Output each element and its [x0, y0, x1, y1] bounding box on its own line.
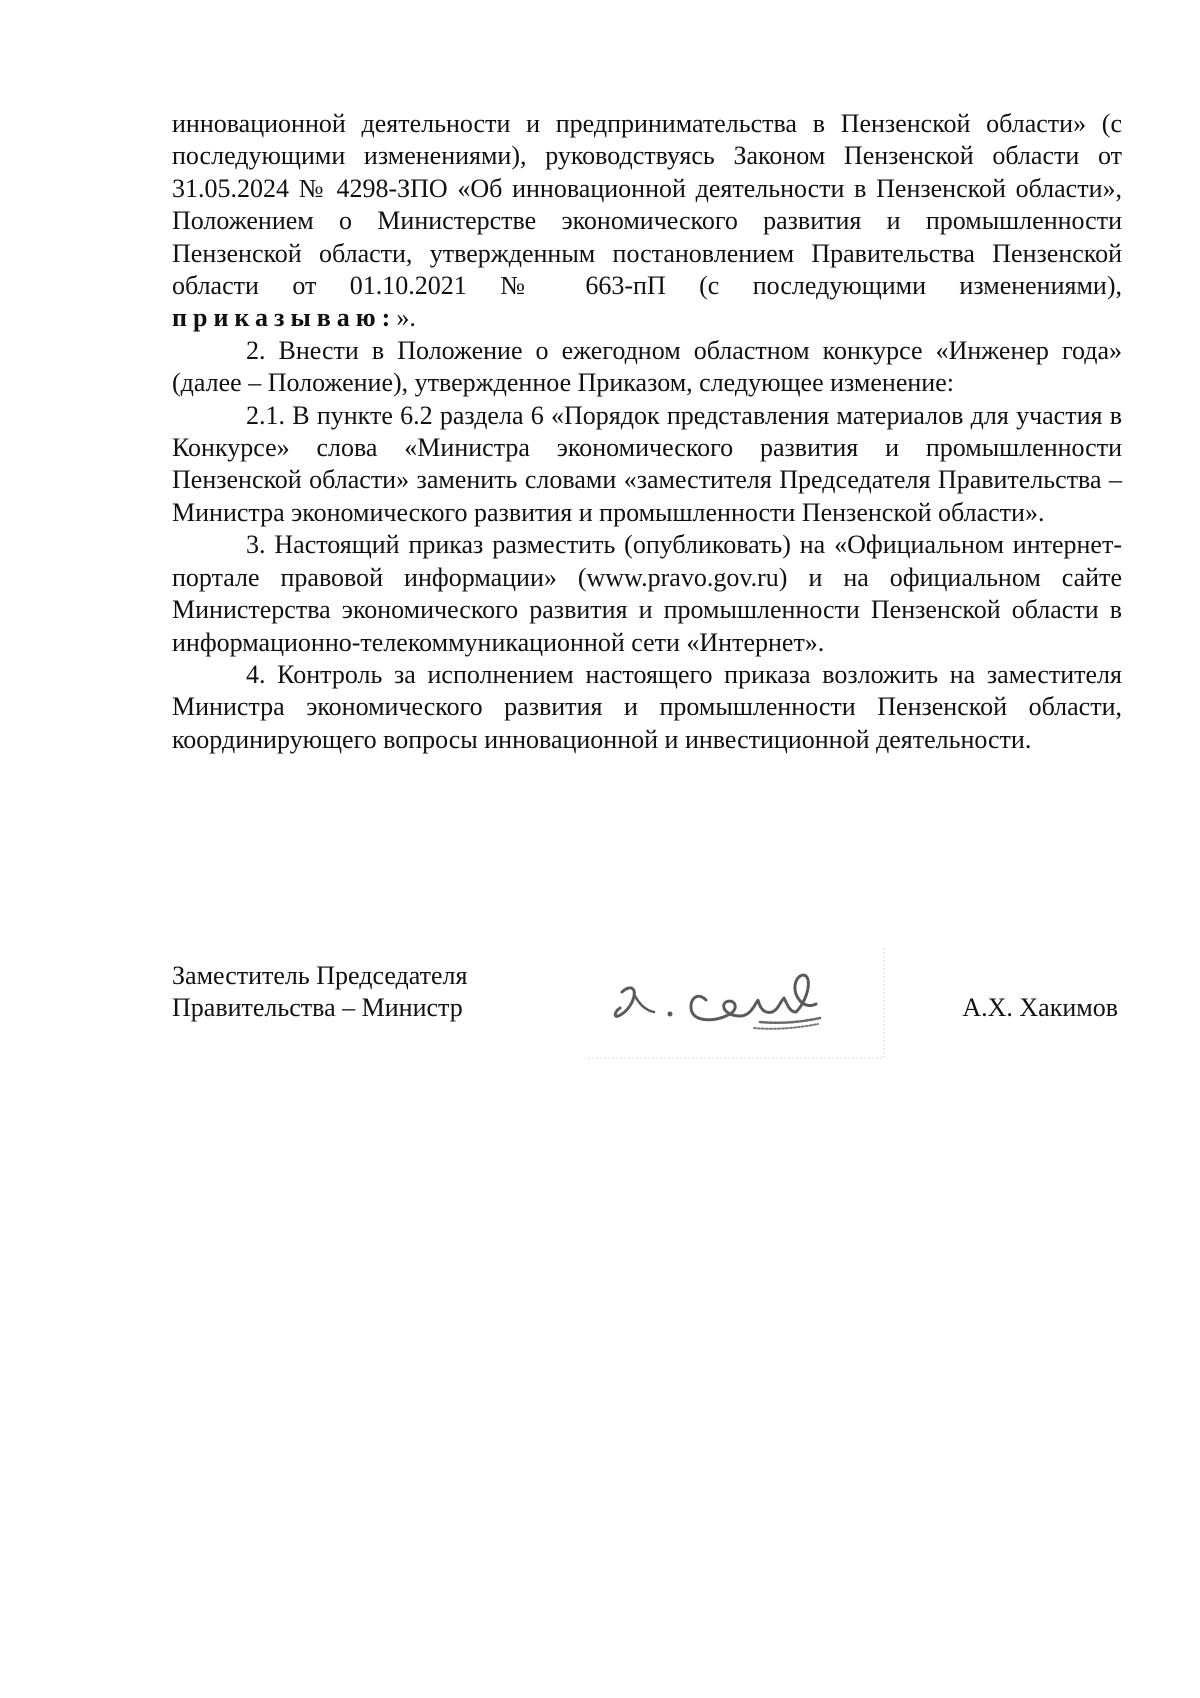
signature-block	[172, 960, 1122, 1080]
paragraph-continuation	[172, 108, 1122, 335]
signer-name: А.Х. Хакимов	[962, 993, 1118, 1022]
signer-position-line-1: Заместитель Председателя	[172, 961, 468, 990]
paragraph-1-text: инновационной деятельности и предпринимательства в Пензенской области» (с последующими изменениями), руководствуясь Законом Пензенской области от 31.05.2024 № 4298-ЗПО «Об инновационной деятельности в Пензенской области», Положением о Министерстве экономического развития и промышленности Пензенской области, утвержденным постановлением Правительства Пензенской области от 01.10.2021 № 663-пП (с последующими изменениями),	[172, 109, 1122, 301]
signer-position	[172, 960, 467, 1025]
paragraph-item-3: 3. Настоящий приказ разместить (опубликовать) на «Официальном интернет-портале правовой информации» (www.pravo.gov.ru) и на официальном сайте Министерства экономического развития и промышленности Пензенской области в информационно-телекоммуникационной сети «Интернет».	[172, 530, 1122, 657]
paragraph-item-2-1: 2.1. В пункте 6.2 раздела 6 «Порядок представления материалов для участия в Конкурсе» слова «Министра экономического развития и промышленности Пензенской области» заменить словами «заместителя Председателя Правительства – Министра экономического развития и промышленности Пензенской области».	[172, 400, 1122, 527]
document-body	[172, 108, 1122, 756]
paragraph-item-2: 2. Внести в Положение о ежегодном областном конкурсе «Инженер года» (далее – Положение), утвержденное Приказом, следующее изменение:	[172, 335, 1122, 398]
order-keyword: приказываю:	[172, 303, 397, 333]
paragraph-item-4: 4. Контроль за исполнением настоящего приказа возложить на заместителя Министра экономического развития и промышленности Пензенской области, координирующего вопросы инновационной и инвестиционной деятельности.	[172, 659, 1122, 754]
signer-position-line-2: Правительства – Министр	[172, 993, 463, 1023]
handwritten-signature-icon	[584, 942, 890, 1062]
paragraph-1-tail: ».	[396, 303, 416, 333]
